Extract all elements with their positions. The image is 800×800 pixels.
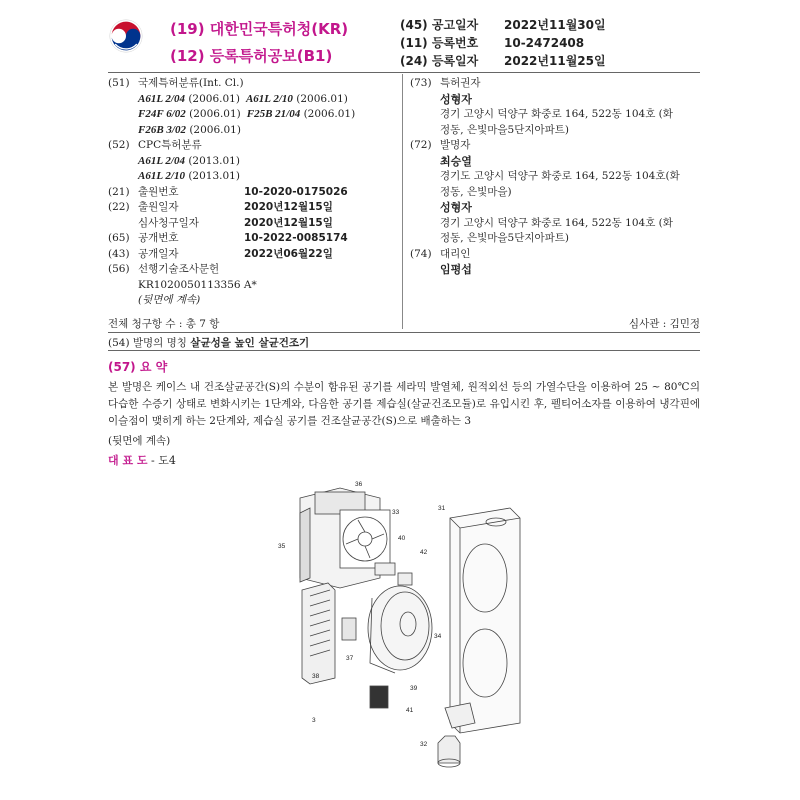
figure-label: 40 (398, 535, 406, 542)
claims-line (108, 316, 700, 331)
bibliography-right (410, 76, 700, 278)
agent-label: 대리인 (440, 247, 471, 260)
figure-label: 37 (346, 655, 354, 662)
cpc-code: A61L 2/10 (138, 170, 185, 182)
publication-type: (12) 등록특허공보(B1) (170, 47, 333, 65)
publication-number: 10-2022-0085174 (244, 232, 348, 244)
figure-label: 33 (392, 509, 400, 516)
figure-label: 34 (434, 633, 442, 640)
cpc-code: A61L 2/04 (138, 154, 185, 167)
announce-date: 2022년11월30일 (504, 18, 606, 32)
patent-figure (270, 478, 550, 798)
abstract-continued: (뒷면에 계속) (108, 435, 171, 447)
kipo-logo-icon (108, 18, 144, 54)
patentee-address: 경기 고양시 덕양구 화중로 164, 522동 104호 (화정동, 은빛마을5단지아파트) (440, 108, 673, 136)
office-header (170, 16, 348, 70)
field-num: (74) (410, 247, 432, 260)
inventor-name: 최승열 (440, 154, 472, 168)
cpc-ver: (2013.01) (188, 154, 240, 167)
figure-label: 38 (312, 673, 320, 680)
field-num: (73) (410, 77, 432, 89)
field-label: 출원일자 (138, 201, 179, 213)
cpc-num: (52) (108, 139, 130, 151)
column-divider (402, 74, 403, 329)
abstract-heading: (57) 요 약 (108, 360, 168, 374)
representative-figure (108, 452, 176, 468)
agent-name: 임평섭 (440, 263, 472, 276)
cpc-label: CPC특허분류 (138, 139, 202, 151)
ipc-ver: (2006.01) (188, 92, 240, 105)
field-label: 심사청구일자 (138, 216, 199, 229)
application-date: 2020년12월15일 (244, 201, 333, 213)
field-num: (21) (108, 185, 130, 198)
reg-number-label: (11) 등록번호 (400, 36, 479, 50)
prior-art-doc: KR1020050113356 A* (138, 278, 257, 291)
prior-art-label: 선행기술조사문헌 (138, 263, 220, 275)
figure-label: 32 (420, 741, 428, 748)
figure-label: 35 (278, 543, 286, 550)
title-value: 살균성을 높인 살균건조기 (190, 337, 310, 349)
ipc-ver: (2006.01) (296, 92, 348, 105)
figure-label: 41 (406, 707, 414, 714)
ipc-code: F25B 21/04 (246, 108, 301, 120)
title-label: (54) 발명의 명칭 (108, 337, 187, 349)
patentee-name: 성형자 (440, 92, 472, 106)
figure-label: 42 (420, 549, 428, 556)
field-num: (65) (108, 232, 130, 244)
exam-request-date: 2020년12월15일 (244, 216, 333, 229)
registration-header (400, 16, 606, 70)
ipc-code: F24F 6/02 (138, 108, 186, 120)
abstract-text: 본 발명은 케이스 내 건조살균공간(S)의 수분이 함유된 공기를 세라믹 발열체, 원적외선 등의 가열수단을 이용하여 25 ~ 80℃의 다습한 수증기 상태로 변화시키는 1단계와, 다음한 공기를 제습실(살균건조모듈)로 유입시킨 후, 펠티어소자를 이용하여 냉각핀에 이슬점이 맺히게 하는 2단계와, 제습실 공기를 건조살균공간(S)으로 배출하는 3 (108, 381, 700, 427)
ipc-num: (51) (108, 77, 130, 89)
figure-label: 39 (410, 685, 418, 692)
field-num: (22) (108, 201, 130, 213)
ipc-label: 국제특허분류(Int. Cl.) (138, 77, 244, 89)
announce-date-label: (45) 공고일자 (400, 18, 479, 32)
ipc-ver: (2006.01) (189, 108, 241, 120)
field-num: (72) (410, 139, 432, 151)
inventor-name: 성형자 (440, 201, 472, 214)
title-rule (108, 350, 700, 351)
continued-note: (뒷면에 계속) (138, 294, 201, 306)
header-rule (108, 72, 700, 73)
reg-date: 2022년11월25일 (504, 54, 606, 68)
cpc-ver: (2013.01) (188, 170, 240, 182)
rep-label: 대 표 도 (108, 454, 148, 467)
claims-count: 전체 청구항 수 : 총 7 항 (108, 318, 220, 330)
claims-rule (108, 332, 700, 333)
field-num (108, 216, 138, 232)
patentee-label: 특허권자 (440, 77, 481, 89)
reg-date-label: (24) 등록일자 (400, 54, 479, 68)
ipc-code: A61L 2/04 (138, 92, 185, 105)
publication-date: 2022년06월22일 (244, 247, 333, 260)
figure-label: 3 (312, 717, 316, 724)
figure-label: 36 (355, 481, 363, 488)
ipc-ver: (2006.01) (303, 108, 356, 120)
ipc-code: F26B 3/02 (138, 123, 186, 136)
field-label: 출원번호 (138, 185, 179, 198)
field-num: (43) (108, 247, 130, 260)
field-label: 공개번호 (138, 232, 179, 244)
reg-number: 10-2472408 (504, 36, 585, 50)
bibliography-left (108, 76, 398, 309)
examiner: 심사관 : 김민정 (628, 318, 700, 330)
inventor-label: 발명자 (440, 139, 471, 151)
field-label: 공개일자 (138, 247, 179, 260)
field-num: (56) (108, 263, 130, 275)
inventor-address: 경기도 고양시 덕양구 화중로 164, 522동 104호(화정동, 은빛마을) (440, 170, 680, 198)
ipc-code: A61L 2/10 (245, 92, 293, 105)
inventor-address: 경기 고양시 덕양구 화중로 164, 522동 104호 (화정동, 은빛마을5단지아파트) (440, 216, 673, 244)
invention-title (108, 335, 309, 350)
ipc-ver: (2006.01) (189, 123, 241, 136)
rep-value: - 도4 (151, 454, 176, 467)
figure-label: 31 (438, 505, 446, 512)
office-name: (19) 대한민국특허청(KR) (170, 20, 349, 38)
application-number: 10-2020-0175026 (244, 185, 348, 198)
